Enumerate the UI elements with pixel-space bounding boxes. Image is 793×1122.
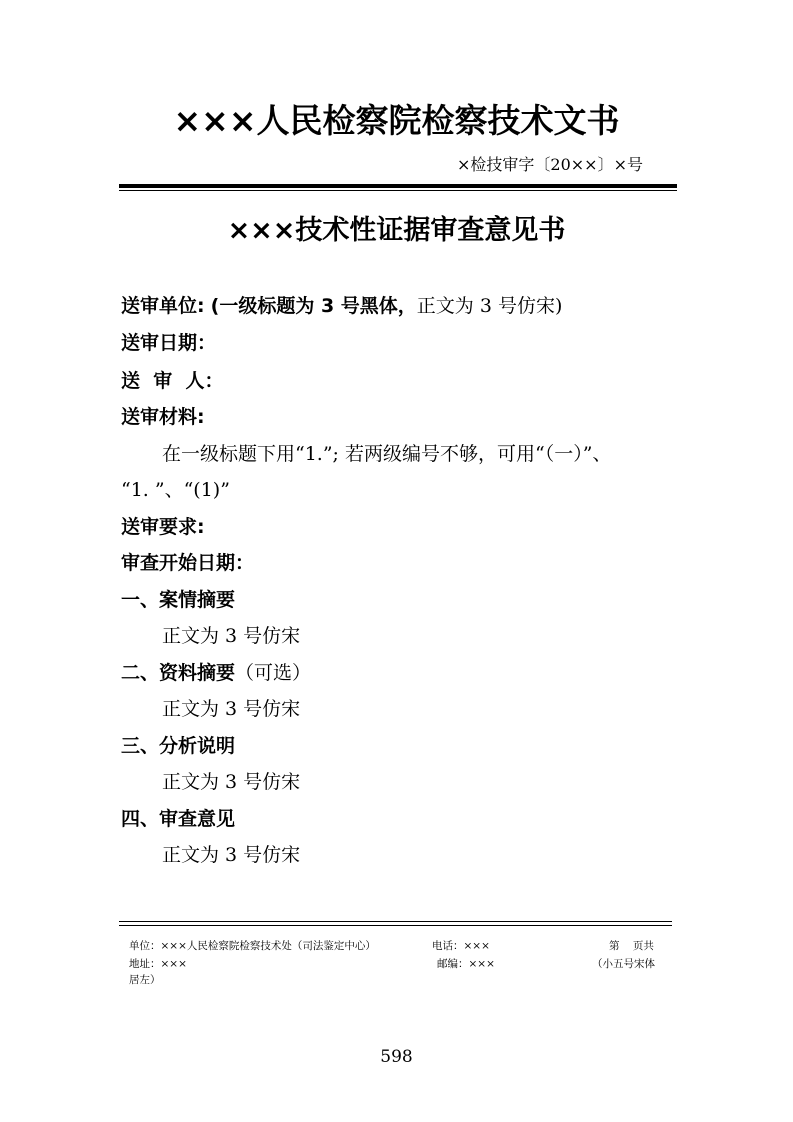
- footer-address: 地址：×××: [129, 958, 187, 970]
- footer-phone: 电话：×××: [432, 940, 490, 952]
- document-number: ×检技审字〔20××〕×号: [457, 155, 643, 174]
- field-label-unit: 送审单位:: [121, 295, 205, 317]
- section-heading-3: [121, 733, 235, 759]
- document-header-title: ×××人民检察院检察技术文书: [173, 101, 620, 140]
- section-body-2: 正文为 3 号仿宋: [162, 698, 301, 720]
- field-label-date: 送审日期：: [121, 332, 217, 354]
- footer-align-note: 居左）: [129, 974, 161, 986]
- footer-postcode: 邮编：×××: [437, 958, 495, 970]
- unit-format-note-body: 正文为 3 号仿宋): [416, 295, 563, 317]
- field-submitting-unit: [121, 293, 562, 319]
- materials-text-line-2: “1. ”、“(1)”: [121, 479, 230, 501]
- footer-page-label: 第 页共: [609, 940, 654, 952]
- footer-unit: 单位：×××人民检察院检察技术处（司法鉴定中心）: [129, 940, 376, 952]
- field-label-materials: 送审材料:: [121, 406, 205, 428]
- section-heading-text: 三、分析说明: [121, 735, 236, 757]
- header-rule-thin: [119, 190, 677, 191]
- section-body-1: 正文为 3 号仿宋: [162, 625, 301, 647]
- section-heading-text: 一、案情摘要: [121, 589, 236, 611]
- footer-font-note: （小五号宋体: [592, 958, 655, 970]
- field-label-person: 送 审 人：: [121, 370, 224, 392]
- footer-rule-top: [119, 921, 672, 922]
- section-heading-text: 二、资料摘要: [121, 662, 236, 684]
- section-body-3: 正文为 3 号仿宋: [162, 771, 301, 793]
- header-rule-thick: [119, 184, 677, 188]
- section-heading-1: [121, 587, 235, 613]
- section-heading-4: [121, 806, 235, 832]
- field-label-start-date: 审查开始日期：: [121, 552, 255, 574]
- section-heading-2: [121, 660, 311, 686]
- page-number: 598: [380, 1047, 413, 1067]
- section-heading-note: （可选）: [235, 662, 312, 684]
- footer-rule-bottom: [119, 925, 672, 926]
- document-title: ×××技术性证据审查意见书: [227, 215, 566, 246]
- materials-text-line-1: 在一级标题下用“1.”; 若两级编号不够，可用“（一）”、: [162, 443, 612, 465]
- section-body-4: 正文为 3 号仿宋: [162, 844, 301, 866]
- unit-format-note-heading: (一级标题为 3 号黑体，: [210, 295, 417, 317]
- field-label-requirements: 送审要求:: [121, 516, 205, 538]
- section-heading-text: 四、审查意见: [121, 808, 236, 830]
